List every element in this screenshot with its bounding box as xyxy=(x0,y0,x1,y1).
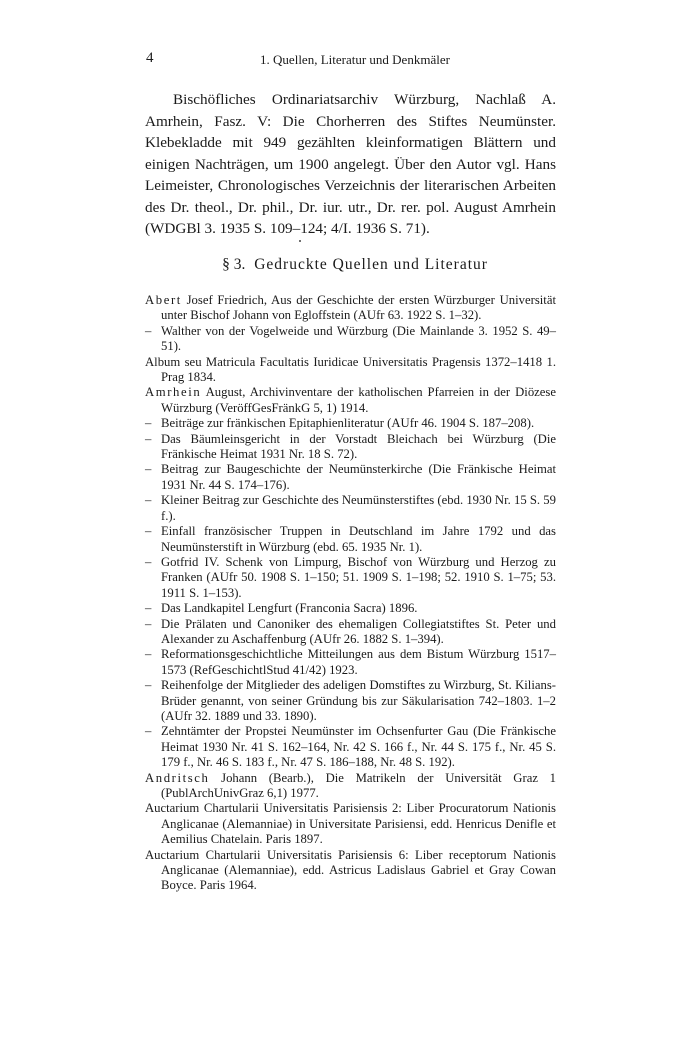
bibliography-list xyxy=(145,293,556,894)
entry-text: Album seu Matricula Facultatis Iuridicae Universitatis Pragensis 1372–1418 1. Prag 1834. xyxy=(145,354,556,385)
bibliography-entry xyxy=(145,771,556,802)
continuation-dash: – xyxy=(145,678,152,693)
continuation-dash: – xyxy=(145,431,152,446)
bibliography-entry xyxy=(145,385,556,416)
bibliography-entry xyxy=(145,601,556,616)
entry-text: Kleiner Beitrag zur Geschichte des Neumünsterstiftes (ebd. 1930 Nr. 15 S. 59 f.). xyxy=(161,493,556,523)
section-symbol: § 3. xyxy=(222,256,246,273)
bibliography-entry xyxy=(145,462,556,493)
continuation-dash: – xyxy=(145,462,152,477)
bibliography-entry xyxy=(145,555,556,601)
entry-text: Gotfrid IV. Schenk von Limpurg, Bischof von Würzburg und Herzog zu Franken (AUfr 50. 1908 S. 1–150; 51. 1909 S. 1–198; 52. 1910 S. 1–75; 53. 1911 S. 1–153). xyxy=(161,554,556,600)
continuation-dash: – xyxy=(145,647,152,662)
entry-author: Abert xyxy=(145,293,182,307)
entry-text: August, Archivinventare der katholischen Pfarreien in der Diözese Würzburg (VeröffGesFränkG 5, 1) 1914. xyxy=(161,385,556,415)
continuation-dash: – xyxy=(145,724,152,739)
entry-text: Johann (Bearb.), Die Matrikeln der Universität Graz 1 (PublArchUnivGraz 6,1) 1977. xyxy=(161,770,556,800)
bibliography-entry xyxy=(145,724,556,770)
bibliography-entry xyxy=(145,801,556,847)
entry-text: Reformationsgeschichtliche Mitteilungen aus dem Bistum Würzburg 1517–1573 (RefGeschichtlStud 41/42) 1923. xyxy=(161,647,556,677)
entry-text: Josef Friedrich, Aus der Geschichte der ersten Würzburger Universität unter Bischof Johann von Egloffstein (AUfr 63. 1922 S. 1–32). xyxy=(161,293,556,323)
entry-author: Amrhein xyxy=(145,385,202,400)
entry-text: Das Bäumleinsgericht in der Vorstadt Bleichach bei Würzburg (Die Fränkische Heimat 1931 Nr. 18 S. 72). xyxy=(161,431,556,462)
bibliography-entry xyxy=(145,432,556,463)
entry-text: Einfall französischer Truppen in Deutschland im Jahre 1792 und das Neumünsterstift in Würzburg (ebd. 65. 1935 Nr. 1). xyxy=(161,524,556,554)
separator-dot xyxy=(299,240,301,242)
entry-text: Auctarium Chartularii Universitatis Parisiensis 2: Liber Procuratorum Nationis Anglicanae (Alemanniae) in Universitate Parisiensi, edd. Henricus Denifle et Aemilius Chatelain. Paris 1897. xyxy=(145,801,556,847)
bibliography-entry xyxy=(145,293,556,324)
bibliography-entry xyxy=(145,493,556,524)
intro-paragraph: Bischöfliches Ordinariatsarchiv Würzburg, Nachlaß A. Amrhein, Fasz. V: Die Chorherren des Stiftes Neumünster. Klebekladde mit 949 gezählten kleinformatigen Blättern und einigen Nachträgen, um 1900 angelegt. Über den Autor vgl. Hans Leimeister, Chronologisches Verzeichnis der literarischen Arbeiten des Dr. theol., Dr. phil., Dr. iur. utr., Dr. rer. pol. August Amrhein (WDGBl 3. 1935 S. 109–124; 4/I. 1936 S. 71). xyxy=(145,91,556,237)
continuation-dash: – xyxy=(145,323,152,338)
bibliography-entry xyxy=(145,416,556,431)
running-head: 1. Quellen, Literatur und Denkmäler xyxy=(260,52,450,67)
entry-author: Andritsch xyxy=(145,770,210,785)
entry-text: Walther von der Vogelweide und Würzburg (Die Mainlande 3. 1952 S. 49–51). xyxy=(161,323,556,354)
entry-text: Reihenfolge der Mitglieder des adeligen Domstiftes zu Wirzburg, St. Kilians-Brüder genannt, von seiner Gründung bis zur Säkularisation 742–1803. 1–2 (AUfr 32. 1889 und 33. 1890). xyxy=(161,678,556,723)
bibliography-entry xyxy=(145,355,556,386)
entry-text: Beitrag zur Baugeschichte der Neumünsterkirche (Die Fränkische Heimat 1931 Nr. 44 S. 174–176). xyxy=(161,462,556,492)
section-title: Gedruckte Quellen und Literatur xyxy=(254,256,488,273)
section-heading xyxy=(0,256,700,274)
bibliography-entry xyxy=(145,324,556,355)
page-number: 4 xyxy=(146,50,154,66)
continuation-dash: – xyxy=(145,616,152,631)
continuation-dash: – xyxy=(145,524,152,539)
continuation-dash: – xyxy=(145,416,152,431)
continuation-dash: – xyxy=(145,554,152,569)
entry-text: Auctarium Chartularii Universitatis Parisiensis 6: Liber receptorum Nationis Anglicanae (Alemanniae), edd. Astricus Ladislaus Gabriel et Gray Cowan Boyce. Paris 1964. xyxy=(145,847,556,893)
bibliography-entry xyxy=(145,647,556,678)
bibliography-entry xyxy=(145,524,556,555)
bibliography-entry xyxy=(145,678,556,724)
continuation-dash: – xyxy=(145,601,152,616)
continuation-dash: – xyxy=(145,493,152,508)
bibliography-entry xyxy=(145,848,556,894)
entry-text: Das Landkapitel Lengfurt (Franconia Sacra) 1896. xyxy=(161,601,418,616)
bibliography-entry xyxy=(145,617,556,648)
entry-text: Die Prälaten und Canoniker des ehemaligen Collegiatstiftes St. Peter und Alexander zu Aschaffenburg (AUfr 26. 1882 S. 1–394). xyxy=(161,616,556,646)
entry-text: Zehntämter der Propstei Neumünster im Ochsenfurter Gau (Die Fränkische Heimat 1930 Nr. 41 S. 162–164, Nr. 42 S. 166 f., Nr. 44 S. 175 f., Nr. 45 S. 179 f., Nr. 46 S. 183 f., Nr. 47 S. 186–188, Nr. 48 S. 192). xyxy=(161,724,556,770)
entry-text: Beiträge zur fränkischen Epitaphienliteratur (AUfr 46. 1904 S. 187–208). xyxy=(161,416,535,431)
